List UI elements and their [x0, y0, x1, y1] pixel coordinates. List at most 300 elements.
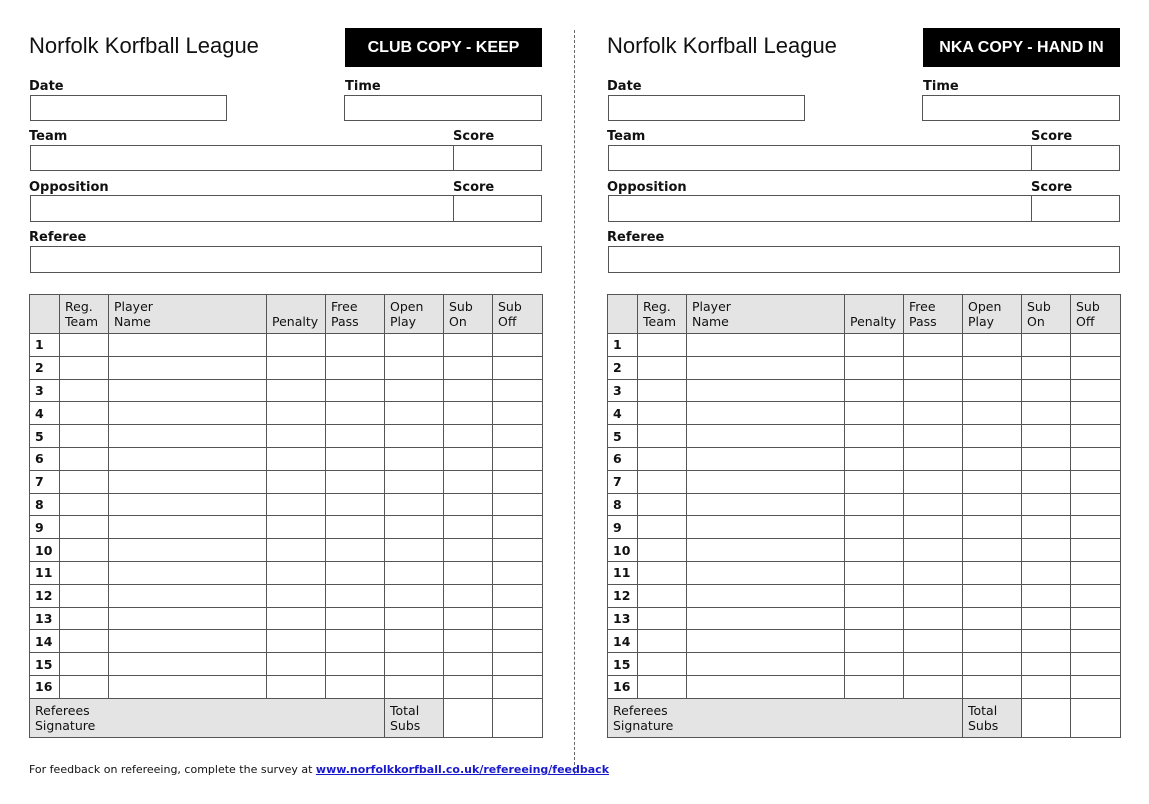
player-name-cell[interactable]	[687, 447, 845, 470]
free-pass-cell[interactable]	[904, 379, 963, 402]
penalty-cell[interactable]	[845, 470, 904, 493]
free-pass-cell[interactable]	[904, 356, 963, 379]
free-pass-cell[interactable]	[326, 379, 385, 402]
penalty-cell[interactable]	[267, 607, 326, 630]
feedback-link[interactable]: www.norfolkkorfball.co.uk/refereeing/feedback	[315, 763, 610, 776]
open-play-cell[interactable]	[385, 584, 444, 607]
reg-team-cell[interactable]	[60, 493, 109, 516]
player-name-cell[interactable]	[109, 470, 267, 493]
penalty-cell[interactable]	[845, 516, 904, 539]
free-pass-cell[interactable]	[904, 516, 963, 539]
free-pass-cell[interactable]	[326, 470, 385, 493]
number-header	[30, 295, 60, 334]
row-number: 4	[608, 402, 638, 425]
player-name-cell[interactable]	[109, 675, 267, 698]
open-play-cell[interactable]	[385, 561, 444, 584]
free-pass-header: Free Pass	[326, 295, 385, 334]
sub-off-cell[interactable]	[493, 539, 543, 562]
sub-off-cell[interactable]	[1071, 539, 1121, 562]
sub-on-cell[interactable]	[1022, 402, 1071, 425]
player-name-cell[interactable]	[109, 402, 267, 425]
sub-on-cell[interactable]	[444, 425, 493, 448]
sub-on-header: Sub On	[1022, 295, 1071, 334]
reg-team-cell[interactable]	[60, 334, 109, 357]
row-number: 16	[30, 675, 60, 698]
player-name-cell[interactable]	[687, 379, 845, 402]
sub-off-cell[interactable]	[493, 334, 543, 357]
team-score-label: Score	[1031, 129, 1073, 144]
cut-line-divider	[574, 30, 575, 775]
reg-team-cell[interactable]	[60, 516, 109, 539]
penalty-cell[interactable]	[267, 675, 326, 698]
reg-team-cell[interactable]	[638, 607, 687, 630]
sub-off-cell[interactable]	[493, 653, 543, 676]
free-pass-cell[interactable]	[904, 493, 963, 516]
free-pass-cell[interactable]	[326, 675, 385, 698]
sub-off-cell[interactable]	[493, 379, 543, 402]
sub-on-cell[interactable]	[444, 356, 493, 379]
reg-team-cell[interactable]	[60, 379, 109, 402]
open-play-cell[interactable]	[963, 516, 1022, 539]
reg-team-cell[interactable]	[60, 447, 109, 470]
sub-on-cell[interactable]	[1022, 653, 1071, 676]
sub-off-cell[interactable]	[1071, 584, 1121, 607]
time-field[interactable]	[344, 95, 542, 121]
open-play-cell[interactable]	[963, 630, 1022, 653]
open-play-cell[interactable]	[963, 584, 1022, 607]
free-pass-cell[interactable]	[904, 675, 963, 698]
player-name-cell[interactable]	[109, 653, 267, 676]
free-pass-cell[interactable]	[904, 334, 963, 357]
player-name-cell[interactable]	[687, 516, 845, 539]
sub-on-cell[interactable]	[444, 470, 493, 493]
row-number: 1	[608, 334, 638, 357]
number-header	[608, 295, 638, 334]
sub-on-cell[interactable]	[444, 493, 493, 516]
free-pass-cell[interactable]	[904, 561, 963, 584]
reg-team-cell[interactable]	[638, 584, 687, 607]
open-play-cell[interactable]	[385, 630, 444, 653]
team-score-field[interactable]	[453, 145, 542, 171]
table-row	[30, 653, 543, 676]
free-pass-cell[interactable]	[326, 334, 385, 357]
date-field[interactable]	[608, 95, 805, 121]
reg-team-header: Reg. Team	[638, 295, 687, 334]
free-pass-cell[interactable]	[904, 402, 963, 425]
penalty-cell[interactable]	[267, 516, 326, 539]
player-name-cell[interactable]	[687, 425, 845, 448]
free-pass-cell[interactable]	[904, 425, 963, 448]
sub-on-cell[interactable]	[1022, 379, 1071, 402]
free-pass-cell[interactable]	[326, 561, 385, 584]
open-play-cell[interactable]	[385, 447, 444, 470]
player-name-cell[interactable]	[687, 402, 845, 425]
penalty-cell[interactable]	[845, 675, 904, 698]
player-name-cell[interactable]	[687, 334, 845, 357]
penalty-cell[interactable]	[845, 447, 904, 470]
free-pass-cell[interactable]	[326, 493, 385, 516]
open-play-cell[interactable]	[385, 675, 444, 698]
sub-on-cell[interactable]	[444, 653, 493, 676]
table-footer-row	[30, 698, 543, 737]
player-name-cell[interactable]	[687, 607, 845, 630]
player-name-cell[interactable]	[109, 447, 267, 470]
row-number: 9	[608, 516, 638, 539]
player-name-cell[interactable]	[687, 630, 845, 653]
open-play-header: Open Play	[963, 295, 1022, 334]
sub-on-cell[interactable]	[444, 675, 493, 698]
reg-team-cell[interactable]	[60, 675, 109, 698]
table-row	[608, 607, 1121, 630]
sub-on-cell[interactable]	[444, 630, 493, 653]
sub-off-cell[interactable]	[493, 630, 543, 653]
penalty-cell[interactable]	[267, 653, 326, 676]
table-row	[30, 334, 543, 357]
sub-on-cell[interactable]	[1022, 493, 1071, 516]
open-play-cell[interactable]	[963, 539, 1022, 562]
player-name-cell[interactable]	[109, 334, 267, 357]
sub-on-cell[interactable]	[1022, 425, 1071, 448]
nka-copy-sheet	[607, 0, 1120, 804]
sub-off-cell[interactable]	[1071, 493, 1121, 516]
sub-on-cell[interactable]	[1022, 561, 1071, 584]
open-play-cell[interactable]	[385, 402, 444, 425]
row-number: 15	[30, 653, 60, 676]
reg-team-cell[interactable]	[60, 425, 109, 448]
reg-team-cell[interactable]	[638, 561, 687, 584]
team-field[interactable]	[608, 145, 1032, 171]
table-row	[608, 425, 1121, 448]
open-play-cell[interactable]	[963, 356, 1022, 379]
sub-off-cell[interactable]	[1071, 675, 1121, 698]
total-sub-on-cell[interactable]	[444, 698, 493, 737]
reg-team-cell[interactable]	[638, 334, 687, 357]
sub-on-cell[interactable]	[444, 584, 493, 607]
free-pass-cell[interactable]	[904, 584, 963, 607]
sub-on-cell[interactable]	[444, 447, 493, 470]
table-footer-row	[608, 698, 1121, 737]
opposition-score-field[interactable]	[453, 195, 542, 222]
open-play-cell[interactable]	[385, 653, 444, 676]
open-play-cell[interactable]	[385, 539, 444, 562]
penalty-cell[interactable]	[845, 607, 904, 630]
sub-on-cell[interactable]	[1022, 516, 1071, 539]
date-field[interactable]	[30, 95, 227, 121]
open-play-cell[interactable]	[385, 516, 444, 539]
open-play-cell[interactable]	[963, 493, 1022, 516]
free-pass-cell[interactable]	[326, 425, 385, 448]
opposition-score-field[interactable]	[1031, 195, 1120, 222]
table-row	[608, 561, 1121, 584]
referee-field[interactable]	[30, 246, 542, 273]
player-name-cell[interactable]	[687, 470, 845, 493]
player-name-cell[interactable]	[687, 653, 845, 676]
sub-on-cell[interactable]	[444, 561, 493, 584]
table-row	[30, 675, 543, 698]
reg-team-cell[interactable]	[638, 653, 687, 676]
player-name-cell[interactable]	[109, 539, 267, 562]
penalty-cell[interactable]	[845, 561, 904, 584]
open-play-cell[interactable]	[385, 470, 444, 493]
sub-off-cell[interactable]	[493, 493, 543, 516]
penalty-cell[interactable]	[267, 402, 326, 425]
sub-off-cell[interactable]	[1071, 379, 1121, 402]
open-play-cell[interactable]	[963, 653, 1022, 676]
open-play-cell[interactable]	[963, 447, 1022, 470]
sub-on-cell[interactable]	[1022, 356, 1071, 379]
player-name-cell[interactable]	[109, 630, 267, 653]
open-play-cell[interactable]	[963, 470, 1022, 493]
row-number: 6	[608, 447, 638, 470]
team-score-field[interactable]	[1031, 145, 1120, 171]
total-sub-off-cell[interactable]	[1071, 698, 1121, 737]
reg-team-cell[interactable]	[60, 630, 109, 653]
row-number: 2	[608, 356, 638, 379]
sub-off-cell[interactable]	[493, 516, 543, 539]
sub-on-cell[interactable]	[444, 539, 493, 562]
reg-team-cell[interactable]	[638, 493, 687, 516]
sub-on-cell[interactable]	[1022, 334, 1071, 357]
row-number: 11	[608, 561, 638, 584]
open-play-cell[interactable]	[385, 607, 444, 630]
opposition-score-label: Score	[453, 180, 495, 195]
sub-on-cell[interactable]	[1022, 470, 1071, 493]
sub-on-cell[interactable]	[444, 516, 493, 539]
player-name-cell[interactable]	[687, 561, 845, 584]
sub-off-cell[interactable]	[1071, 425, 1121, 448]
sub-off-cell[interactable]	[493, 356, 543, 379]
penalty-cell[interactable]	[845, 379, 904, 402]
player-name-cell[interactable]	[109, 584, 267, 607]
sub-on-cell[interactable]	[1022, 630, 1071, 653]
table-header-row	[608, 295, 1121, 334]
penalty-cell[interactable]	[845, 334, 904, 357]
penalty-cell[interactable]	[267, 561, 326, 584]
penalty-cell[interactable]	[267, 493, 326, 516]
player-name-cell[interactable]	[109, 425, 267, 448]
free-pass-cell[interactable]	[326, 447, 385, 470]
penalty-cell[interactable]	[267, 539, 326, 562]
team-field[interactable]	[30, 145, 454, 171]
free-pass-cell[interactable]	[904, 539, 963, 562]
free-pass-cell[interactable]	[326, 584, 385, 607]
penalty-cell[interactable]	[267, 356, 326, 379]
free-pass-cell[interactable]	[904, 653, 963, 676]
sub-off-cell[interactable]	[1071, 470, 1121, 493]
sub-off-cell[interactable]	[1071, 334, 1121, 357]
free-pass-cell[interactable]	[326, 607, 385, 630]
player-name-cell[interactable]	[109, 607, 267, 630]
team-label: Team	[29, 129, 68, 144]
open-play-cell[interactable]	[963, 675, 1022, 698]
sub-off-cell[interactable]	[1071, 607, 1121, 630]
open-play-cell[interactable]	[963, 561, 1022, 584]
sub-off-cell[interactable]	[493, 561, 543, 584]
player-name-cell[interactable]	[109, 561, 267, 584]
reg-team-cell[interactable]	[638, 447, 687, 470]
sub-off-cell[interactable]	[1071, 653, 1121, 676]
reg-team-cell[interactable]	[60, 584, 109, 607]
row-number: 12	[608, 584, 638, 607]
penalty-header: Penalty	[845, 295, 904, 334]
table-row	[608, 334, 1121, 357]
row-number: 6	[30, 447, 60, 470]
player-name-cell[interactable]	[109, 493, 267, 516]
penalty-cell[interactable]	[267, 584, 326, 607]
penalty-cell[interactable]	[267, 630, 326, 653]
penalty-cell[interactable]	[267, 470, 326, 493]
reg-team-cell[interactable]	[60, 607, 109, 630]
sub-off-cell[interactable]	[493, 607, 543, 630]
penalty-cell[interactable]	[845, 584, 904, 607]
free-pass-cell[interactable]	[326, 653, 385, 676]
reg-team-cell[interactable]	[638, 402, 687, 425]
sub-on-cell[interactable]	[444, 334, 493, 357]
open-play-cell[interactable]	[963, 334, 1022, 357]
referee-label: Referee	[29, 230, 87, 245]
sub-on-cell[interactable]	[444, 379, 493, 402]
player-name-cell[interactable]	[687, 539, 845, 562]
sub-on-cell[interactable]	[1022, 447, 1071, 470]
sub-on-cell[interactable]	[1022, 539, 1071, 562]
reg-team-cell[interactable]	[60, 356, 109, 379]
free-pass-cell[interactable]	[326, 539, 385, 562]
open-play-cell[interactable]	[963, 379, 1022, 402]
reg-team-cell[interactable]	[638, 630, 687, 653]
player-name-cell[interactable]	[687, 675, 845, 698]
penalty-cell[interactable]	[845, 356, 904, 379]
row-number: 7	[30, 470, 60, 493]
table-row	[30, 356, 543, 379]
row-number: 14	[30, 630, 60, 653]
copy-badge: NKA COPY - HAND IN	[923, 28, 1120, 67]
reg-team-cell[interactable]	[638, 356, 687, 379]
reg-team-cell[interactable]	[638, 470, 687, 493]
sub-off-cell[interactable]	[1071, 630, 1121, 653]
penalty-cell[interactable]	[267, 334, 326, 357]
penalty-cell[interactable]	[267, 379, 326, 402]
open-play-cell[interactable]	[385, 379, 444, 402]
open-play-cell[interactable]	[963, 607, 1022, 630]
sub-on-cell[interactable]	[1022, 584, 1071, 607]
reg-team-cell[interactable]	[638, 675, 687, 698]
free-pass-cell[interactable]	[326, 402, 385, 425]
free-pass-cell[interactable]	[904, 607, 963, 630]
sub-on-cell[interactable]	[1022, 607, 1071, 630]
sub-off-cell[interactable]	[1071, 561, 1121, 584]
reg-team-cell[interactable]	[638, 539, 687, 562]
sub-off-cell[interactable]	[493, 584, 543, 607]
time-field[interactable]	[922, 95, 1120, 121]
player-name-cell[interactable]	[109, 379, 267, 402]
table-row	[608, 470, 1121, 493]
penalty-cell[interactable]	[845, 425, 904, 448]
sub-off-cell[interactable]	[1071, 516, 1121, 539]
penalty-header: Penalty	[267, 295, 326, 334]
referees-signature-cell[interactable]: Referees Signature	[608, 698, 963, 737]
total-sub-off-cell[interactable]	[493, 698, 543, 737]
free-pass-cell[interactable]	[904, 630, 963, 653]
referees-signature-cell[interactable]: Referees Signature	[30, 698, 385, 737]
reg-team-cell[interactable]	[60, 539, 109, 562]
table-row	[608, 402, 1121, 425]
referee-field[interactable]	[608, 246, 1120, 273]
free-pass-cell[interactable]	[326, 356, 385, 379]
opposition-field[interactable]	[30, 195, 454, 222]
table-row	[608, 630, 1121, 653]
sub-off-cell[interactable]	[1071, 447, 1121, 470]
sub-off-header: Sub Off	[493, 295, 543, 334]
penalty-cell[interactable]	[267, 447, 326, 470]
player-table	[29, 294, 543, 738]
total-sub-on-cell[interactable]	[1022, 698, 1071, 737]
player-name-cell[interactable]	[109, 356, 267, 379]
sub-off-cell[interactable]	[493, 470, 543, 493]
sub-on-cell[interactable]	[444, 402, 493, 425]
row-number: 1	[30, 334, 60, 357]
free-pass-cell[interactable]	[326, 516, 385, 539]
player-name-cell[interactable]	[109, 516, 267, 539]
reg-team-cell[interactable]	[638, 379, 687, 402]
penalty-cell[interactable]	[267, 425, 326, 448]
reg-team-cell[interactable]	[60, 470, 109, 493]
penalty-cell[interactable]	[845, 539, 904, 562]
penalty-cell[interactable]	[845, 630, 904, 653]
table-row	[30, 584, 543, 607]
penalty-cell[interactable]	[845, 493, 904, 516]
sub-off-cell[interactable]	[493, 402, 543, 425]
reg-team-cell[interactable]	[638, 516, 687, 539]
row-number: 8	[608, 493, 638, 516]
opposition-field[interactable]	[608, 195, 1032, 222]
penalty-cell[interactable]	[845, 402, 904, 425]
table-row	[608, 675, 1121, 698]
sub-off-cell[interactable]	[1071, 356, 1121, 379]
club-copy-sheet	[29, 0, 542, 804]
reg-team-cell[interactable]	[60, 653, 109, 676]
open-play-cell[interactable]	[963, 402, 1022, 425]
sub-on-cell[interactable]	[444, 607, 493, 630]
row-number: 10	[608, 539, 638, 562]
free-pass-cell[interactable]	[904, 470, 963, 493]
sub-off-cell[interactable]	[1071, 402, 1121, 425]
table-row	[608, 493, 1121, 516]
player-name-cell[interactable]	[687, 584, 845, 607]
row-number: 5	[30, 425, 60, 448]
sub-off-cell[interactable]	[493, 675, 543, 698]
sub-on-cell[interactable]	[1022, 675, 1071, 698]
open-play-cell[interactable]	[385, 493, 444, 516]
sub-off-cell[interactable]	[493, 447, 543, 470]
free-pass-cell[interactable]	[326, 630, 385, 653]
reg-team-cell[interactable]	[60, 402, 109, 425]
player-name-cell[interactable]	[687, 493, 845, 516]
free-pass-cell[interactable]	[904, 447, 963, 470]
open-play-cell[interactable]	[385, 334, 444, 357]
reg-team-cell[interactable]	[60, 561, 109, 584]
row-number: 12	[30, 584, 60, 607]
row-number: 8	[30, 493, 60, 516]
sub-off-cell[interactable]	[493, 425, 543, 448]
open-play-cell[interactable]	[385, 356, 444, 379]
open-play-cell[interactable]	[385, 425, 444, 448]
reg-team-cell[interactable]	[638, 425, 687, 448]
total-subs-label: Total Subs	[385, 698, 444, 737]
open-play-cell[interactable]	[963, 425, 1022, 448]
open-play-header: Open Play	[385, 295, 444, 334]
penalty-cell[interactable]	[845, 653, 904, 676]
player-name-cell[interactable]	[687, 356, 845, 379]
